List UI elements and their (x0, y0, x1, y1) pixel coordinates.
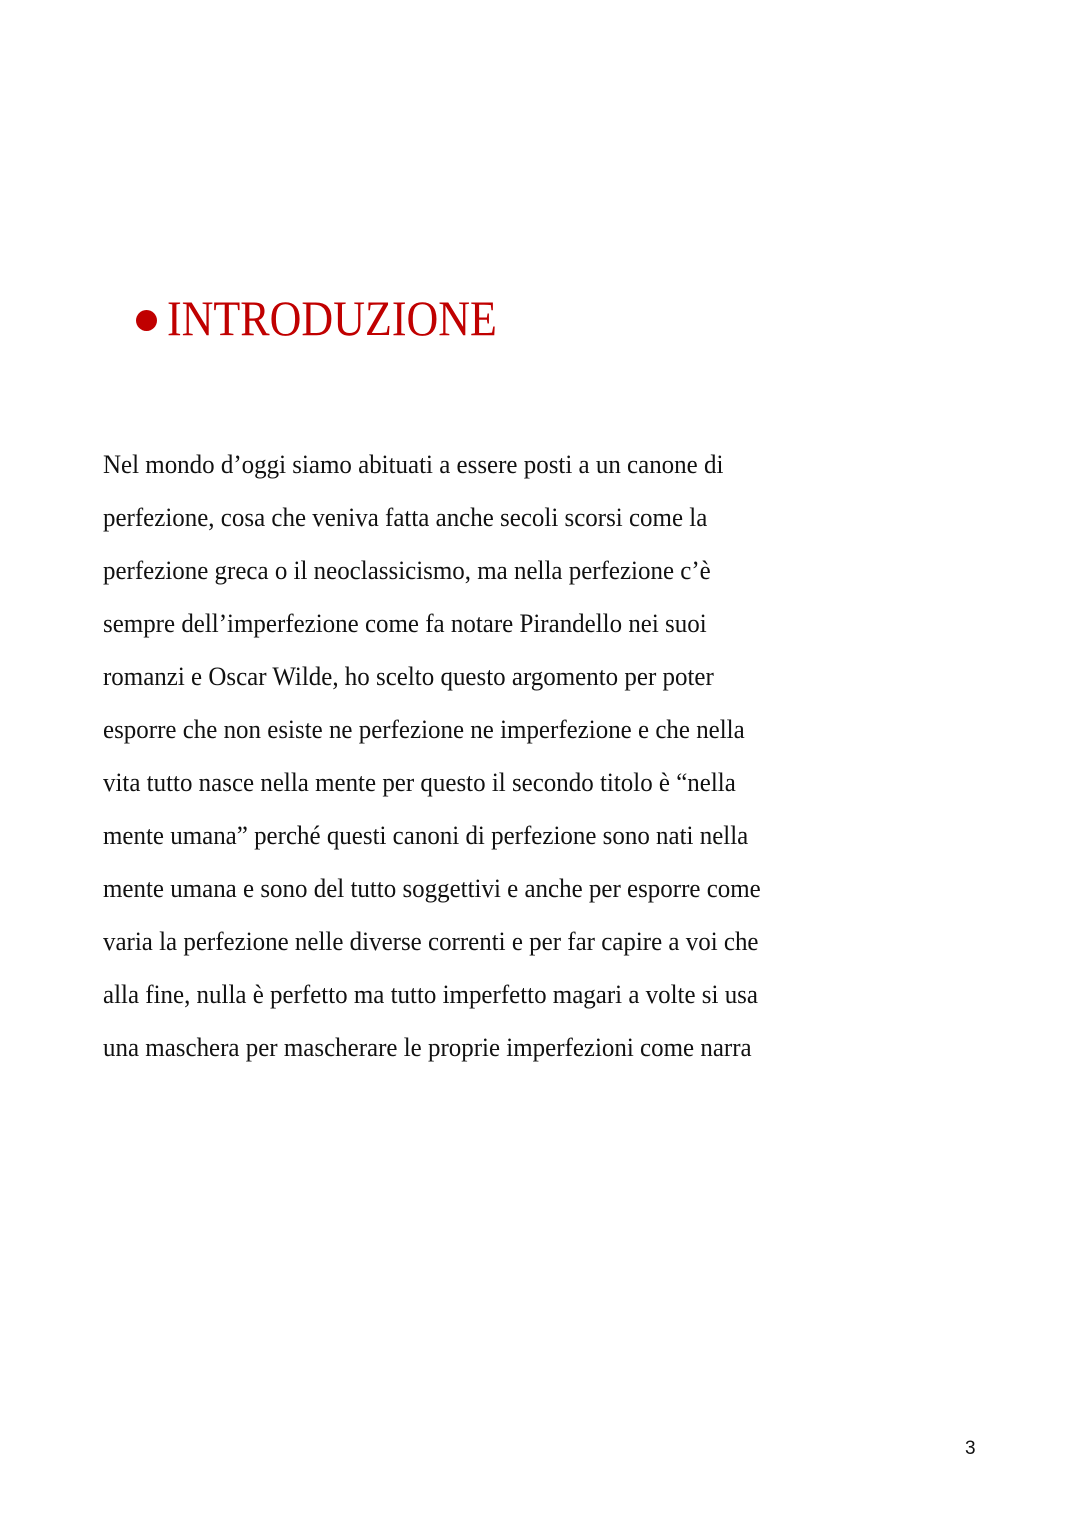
paragraph-line: una maschera per mascherare le proprie imperfezioni come narra (103, 1033, 752, 1062)
paragraph-line: esporre che non esiste ne perfezione ne imperfezione e che nella (103, 715, 745, 744)
section-heading (136, 288, 542, 348)
page-number: 3 (965, 1438, 976, 1459)
paragraph-line: romanzi e Oscar Wilde, ho scelto questo argomento per poter (103, 662, 714, 691)
bullet-icon (136, 310, 157, 331)
body-paragraph (103, 446, 788, 1082)
paragraph-line: perfezione, cosa che veniva fatta anche secoli scorsi come la (103, 503, 708, 532)
paragraph-line: sempre dell’imperfezione come fa notare Pirandello nei suoi (103, 609, 707, 638)
heading-title: INTRODUZIONE (167, 290, 497, 346)
paragraph-line: varia la perfezione nelle diverse correnti e per far capire a voi che (103, 927, 759, 956)
paragraph-line: alla fine, nulla è perfetto ma tutto imperfetto magari a volte si usa (103, 980, 758, 1009)
paragraph-line: perfezione greca o il neoclassicismo, ma nella perfezione c’è (103, 556, 711, 585)
paragraph-line: Nel mondo d’oggi siamo abituati a essere posti a un canone di (103, 450, 724, 479)
paragraph-line: mente umana” perché questi canoni di perfezione sono nati nella (103, 821, 749, 850)
paragraph-line: vita tutto nasce nella mente per questo il secondo titolo è “nella (103, 768, 736, 797)
paragraph-line: mente umana e sono del tutto soggettivi e anche per esporre come (103, 874, 761, 903)
